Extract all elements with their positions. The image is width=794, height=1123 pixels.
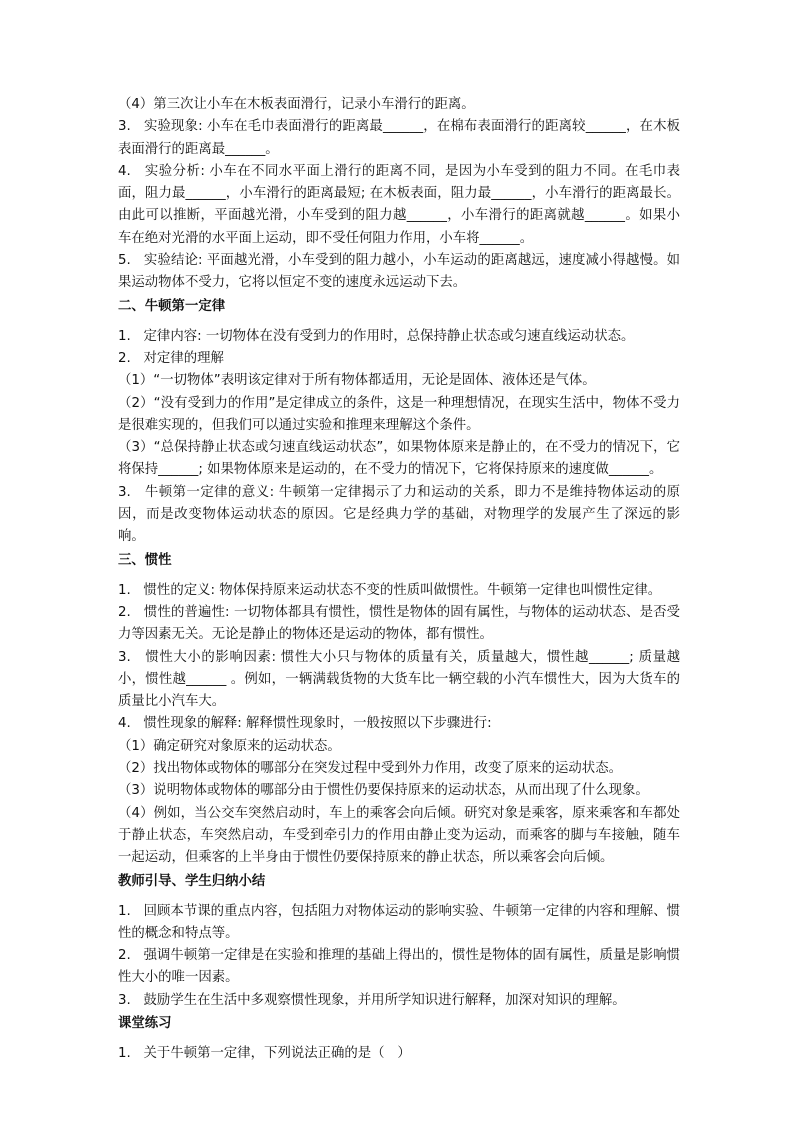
paragraph: （1）“一切物体”表明该定律对于所有物体都适用，无论是固体、液体还是气体。 <box>118 373 596 389</box>
paragraph: （2）找出物体或物体的哪部分在突发过程中受到外力作用，改变了原来的运动状态。 <box>118 761 622 777</box>
paragraph: 2. 惯性的普遍性: 一切物体都具有惯性，惯性是物体的固有属性，与物体的运动状态、是否受力等因素无关。无论是静止的物体还是运动的物体，都有惯性。 <box>118 604 680 643</box>
paragraph: （3）“总保持静止状态或匀速直线运动状态”，如果物体原来是静止的，在不受力的情况下，它将保持______; 如果物体原来是运动的，在不受力的情况下，它将保持原来的速度做______。 <box>118 440 680 478</box>
paragraph: 3. 鼓励学生在生活中多观察惯性现象，并用所学知识进行解释，加深对知识的理解。 <box>118 992 626 1008</box>
section-heading: 二、牛顿第一定律 <box>118 298 226 314</box>
paragraph: （4）第三次让小车在木板表面滑行，记录小车滑行的距离。 <box>118 97 475 112</box>
paragraph: 4. 惯性现象的解释: 解释惯性现象时，一般按照以下步骤进行: <box>118 716 492 732</box>
section-heading: 三、惯性 <box>118 552 172 568</box>
paragraph: 5. 实验结论: 平面越光滑，小车受到的阻力越小，小车运动的距离越远，速度减小得越慢。如果运动物体不受力，它将以恒定不变的速度永远运动下去。 <box>118 253 680 291</box>
paragraph: 3. 惯性大小的影响因素: 惯性大小只与物体的质量有关，质量越大，惯性越______; 质量越小，惯性越______ 。例如，一辆满载货物的大货车比一辆空载的小汽车惯性大，因为大货车的质量比小汽车大。 <box>118 649 680 710</box>
paragraph: 3. 牛顿第一定律的意义: 牛顿第一定律揭示了力和运动的关系，即力不是维持物体运动的原因，而是改变物体运动状态的原因。它是经典力学的基础，对物理学的发展产生了深远的影响。 <box>118 484 680 545</box>
paragraph: 2. 对定律的理解 <box>118 350 224 366</box>
paragraph: （1）确定研究对象原来的运动状态。 <box>118 738 341 754</box>
paragraph: 3. 实验现象: 小车在毛巾表面滑行的距离最______，在棉布表面滑行的距离较______，在木板表面滑行的距离最______。 <box>118 119 680 157</box>
paragraph: 4. 实验分析: 小车在不同水平面上滑行的距离不同，是因为小车受到的阻力不同。在毛巾表面，阻力最______，小车滑行的距离最短; 在木板表面，阻力最______，小车滑行的距离最长。由此可以推断，平面越光滑，小车受到的阻力越______，小车滑行的距离就越______。如果小车在绝对光滑的水平面上运动，即不受任何阻力作用，小车将______。 <box>118 163 680 246</box>
paragraph: 1. 惯性的定义: 物体保持原来运动状态不变的性质叫做惯性。牛顿第一定律也叫惯性定律。 <box>118 582 662 598</box>
paragraph: 2. 强调牛顿第一定律是在实验和推理的基础上得出的，惯性是物体的固有属性，质量是影响惯性大小的唯一因素。 <box>118 948 680 986</box>
paragraph: （3）说明物体或物体的哪部分由于惯性仍要保持原来的运动状态，从而出现了什么现象。 <box>118 783 649 799</box>
document-page <box>118 94 680 1065</box>
document-body <box>118 94 680 1065</box>
paragraph: 1. 关于牛顿第一定律，下列说法正确的是（ ） <box>118 1045 411 1061</box>
paragraph: 1. 回顾本节课的重点内容，包括阻力对物体运动的影响实验、牛顿第一定律的内容和理解、惯性的概念和特点等。 <box>118 903 680 941</box>
section-heading: 课堂练习 <box>118 1015 172 1031</box>
paragraph: 1. 定律内容: 一切物体在没有受到力的作用时，总保持静止状态或匀速直线运动状态。 <box>118 328 635 344</box>
paragraph: （4）例如，当公交车突然启动时，车上的乘客会向后倾。研究对象是乘客，原来乘客和车都处于静止状态，车突然启动，车受到牵引力的作用由静止变为运动，而乘客的脚与车接触，随车一起运动，但乘客的上半身由于惯性仍要保持原来的静止状态，所以乘客会向后倾。 <box>118 805 680 866</box>
paragraph: （2）“没有受到力的作用”是定律成立的条件，这是一种理想情况，在现实生活中，物体不受力是很难实现的，但我们可以通过实验和推理来理解这个条件。 <box>118 395 680 433</box>
section-heading: 教师引导、学生归纳小结 <box>118 873 266 889</box>
